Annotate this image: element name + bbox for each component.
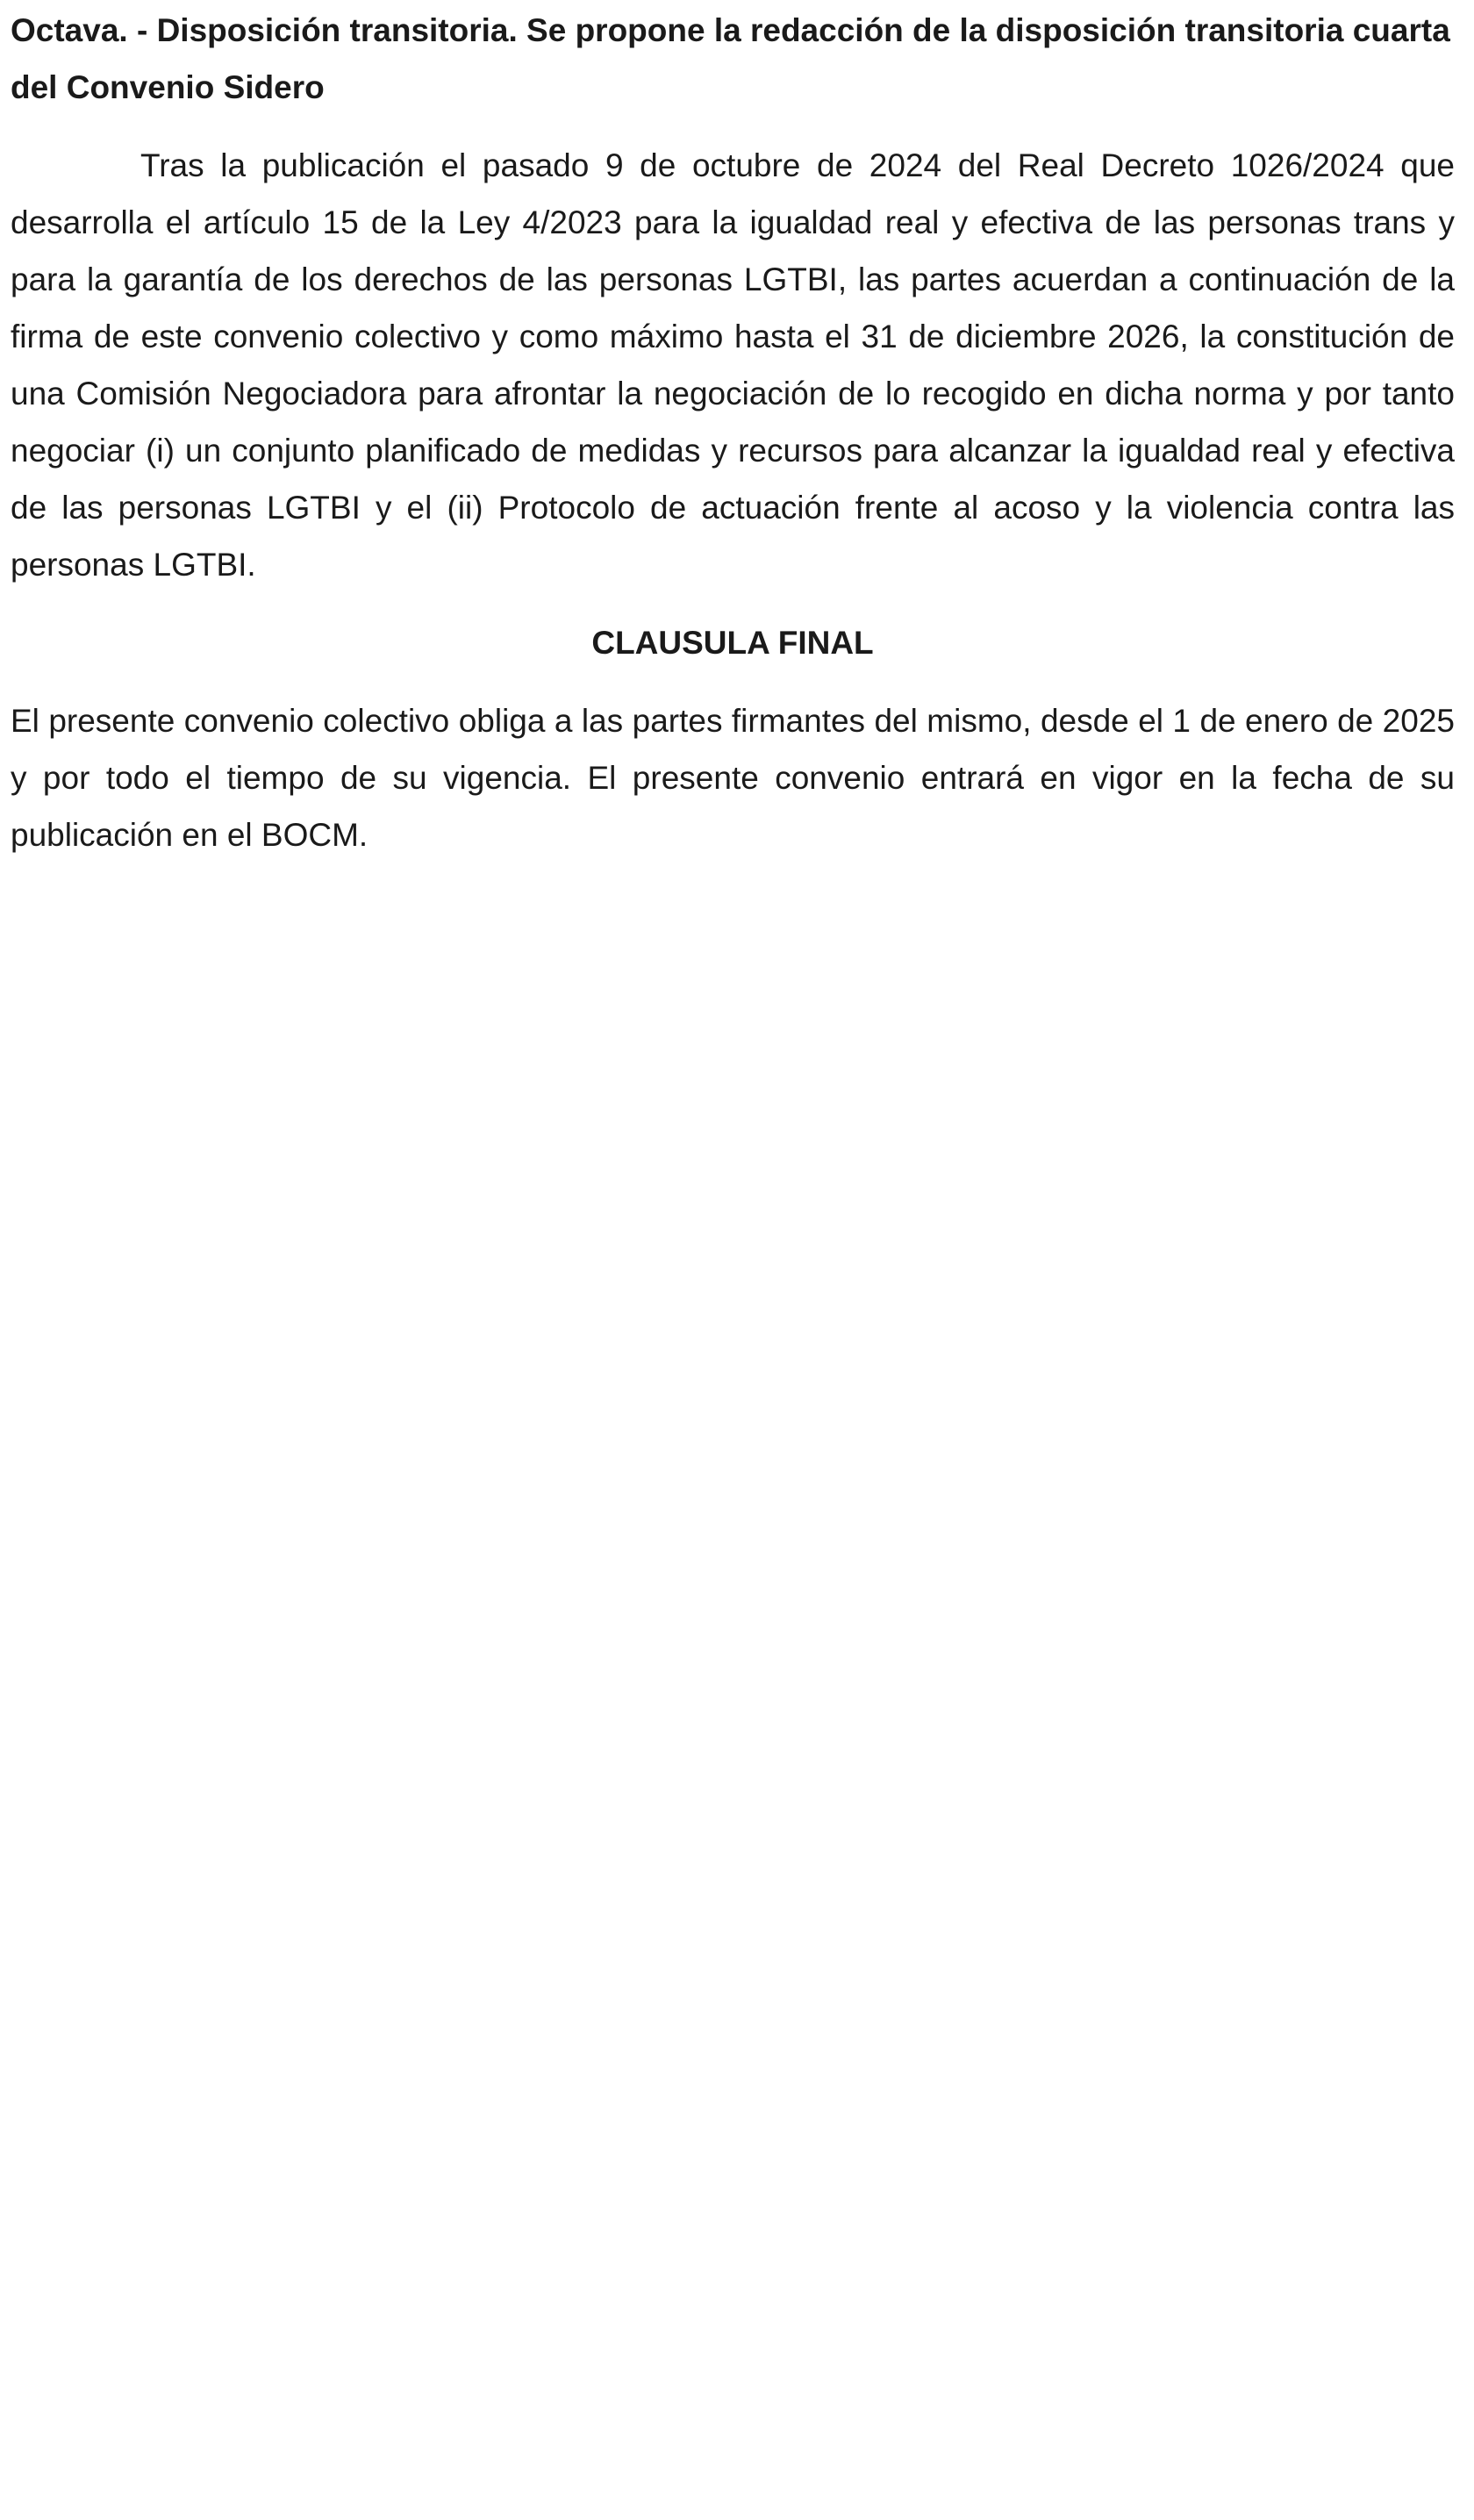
section-title-final-clause: CLAUSULA FINAL bbox=[591, 625, 874, 661]
section-heading: Octava. - Disposición transitoria. Se propone la redacción de la disposición transitoria cuarta del Convenio Sidero bbox=[11, 12, 1450, 105]
body-paragraph-transitional: Tras la publicación el pasado 9 de octubre de 2024 del Real Decreto 1026/2024 que desarrolla el artículo 15 de la Ley 4/2023 para la igualdad real y efectiva de las personas trans y para la garantía de los derechos de las personas LGTBI, las partes acuerdan a continuación de la firma de este convenio colectivo y como máximo hasta el 31 de diciembre 2026, la constitución de una Comisión Negociadora para afrontar la negociación de lo recogido en dicha norma y por tanto negociar (i) un conjunto planificado de medidas y recursos para alcanzar la igualdad real y efectiva de las personas LGTBI y el (ii) Protocolo de actuación frente al acoso y la violencia contra las personas LGTBI. bbox=[11, 147, 1455, 583]
document-page bbox=[11, 0, 1455, 863]
body-paragraph-final-clause: El presente convenio colectivo obliga a las partes firmantes del mismo, desde el 1 de enero de 2025 y por todo el tiempo de su vigencia. El presente convenio entrará en vigor en la fecha de su publicación en el BOCM. bbox=[11, 703, 1455, 853]
